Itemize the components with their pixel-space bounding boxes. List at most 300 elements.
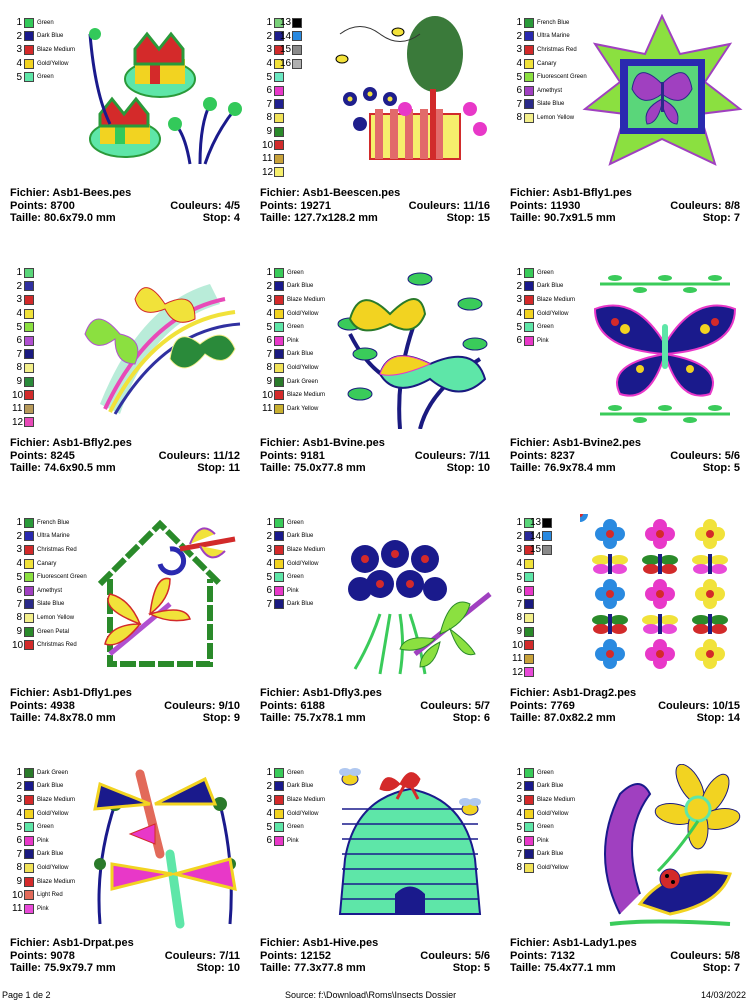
thread-number: 8: [516, 862, 522, 874]
design-info: [260, 687, 490, 725]
thread-label: Pink: [537, 337, 549, 344]
thread-color: [524, 849, 534, 859]
thread-label: Green: [537, 769, 554, 776]
thread-color: [274, 836, 284, 846]
thread-label: Dark Blue: [37, 33, 64, 40]
embroidery-preview: [580, 764, 745, 929]
thread-number: 5: [16, 821, 22, 833]
file-name: Asb1-Dfly1.pes: [52, 687, 132, 699]
thread-number: 1: [266, 267, 272, 279]
stop-label: Stop:: [197, 462, 226, 474]
thread-number: 6: [516, 585, 522, 597]
thread-label: Pink: [37, 905, 49, 912]
points-value: 9181: [300, 449, 325, 462]
thread-color: [524, 599, 534, 609]
thread-label: Gold/Yellow: [37, 810, 69, 817]
thread-label: Blaze Medium: [37, 46, 76, 53]
thread-label: Amethyst: [37, 587, 63, 594]
thread-color: [24, 31, 34, 41]
thread-label: Green: [287, 574, 304, 581]
thread-label: Gold/Yellow: [37, 60, 69, 67]
thread-color: [274, 809, 284, 819]
thread-color: [524, 322, 534, 332]
thread-swatch: [262, 766, 325, 780]
thread-swatch: [280, 30, 302, 44]
colors-value: 7/11: [469, 449, 490, 462]
thread-number: 2: [516, 530, 522, 542]
thread-label: Pink: [287, 587, 299, 594]
thread-swatch: [262, 375, 325, 389]
thread-swatch: [12, 902, 75, 916]
design-card: [250, 250, 500, 500]
thread-label: Christmas Red: [537, 46, 577, 53]
thread-number: 3: [266, 544, 272, 556]
colors-value: 10/15: [712, 699, 740, 712]
thread-swatch: [512, 861, 575, 875]
thread-swatch: [12, 807, 75, 821]
thread-color: [24, 531, 34, 541]
colors-value: 5/7: [474, 699, 490, 712]
thread-swatch: [12, 766, 75, 780]
thread-swatch: [512, 57, 587, 71]
stop-value: 10: [477, 462, 490, 474]
thread-color: [24, 559, 34, 569]
colors-label: Couleurs:: [670, 449, 722, 462]
thread-swatch: [12, 848, 75, 862]
thread-color: [24, 572, 34, 582]
thread-color: [274, 545, 284, 555]
thread-swatch: [512, 307, 575, 321]
thread-label: Dark Green: [37, 769, 69, 776]
design-info: [510, 937, 740, 975]
thread-swatch: [12, 557, 87, 571]
thread-swatch: [12, 388, 37, 402]
size-label: Taille:: [510, 712, 541, 724]
thread-label: Gold/Yellow: [287, 364, 319, 371]
thread-label: Blaze Medium: [537, 296, 576, 303]
colors-value: 7/11: [219, 949, 240, 962]
points-value: 19271: [300, 199, 331, 212]
thread-swatch: [512, 834, 575, 848]
thread-number: 6: [16, 835, 22, 847]
colors-label: Couleurs:: [420, 949, 472, 962]
size-label: Taille:: [260, 962, 291, 974]
thread-label: Dark Blue: [287, 533, 314, 540]
thread-swatch: [262, 388, 325, 402]
design-card: [0, 250, 250, 500]
colors-label: Couleurs:: [408, 199, 461, 212]
thread-swatch: [512, 820, 575, 834]
thread-swatch: [512, 807, 575, 821]
thread-list: [12, 766, 75, 916]
thread-number: 5: [266, 71, 272, 83]
size-label: Taille:: [260, 212, 291, 224]
thread-number: 2: [266, 530, 272, 542]
file-name: Asb1-Drag2.pes: [552, 687, 637, 699]
thread-color: [24, 640, 34, 650]
file-name: Asb1-Dfly3.pes: [302, 687, 382, 699]
thread-color: [24, 599, 34, 609]
size-value: 127.7x128.2 mm: [294, 212, 378, 224]
thread-color: [24, 809, 34, 819]
thread-label: Gold/Yellow: [537, 864, 569, 871]
points-label: Points:: [510, 699, 548, 712]
thread-swatch: [262, 598, 325, 612]
thread-swatch: [12, 530, 87, 544]
thread-color: [542, 531, 552, 541]
thread-number: 6: [266, 585, 272, 597]
thread-swatch: [12, 598, 87, 612]
thread-color: [274, 781, 284, 791]
thread-number: 7: [266, 348, 272, 360]
thread-number: 4: [516, 808, 522, 820]
thread-swatch: [12, 780, 75, 794]
thread-color: [524, 59, 534, 69]
thread-swatch: [12, 16, 75, 30]
thread-color: [274, 72, 284, 82]
thread-color: [524, 45, 534, 55]
points-value: 4938: [50, 699, 75, 712]
thread-number: 8: [16, 612, 22, 624]
embroidery-preview: [330, 514, 495, 679]
thread-number: 5: [16, 71, 22, 83]
thread-color: [524, 781, 534, 791]
thread-color: [274, 113, 284, 123]
thread-number: 4: [516, 308, 522, 320]
thread-number: 3: [16, 294, 22, 306]
file-name: Asb1-Bees.pes: [52, 187, 132, 199]
thread-label: Dark Blue: [537, 283, 564, 290]
thread-number: 5: [516, 71, 522, 83]
size-value: 77.3x77.8 mm: [294, 962, 366, 974]
thread-number: 5: [16, 321, 22, 333]
stop-value: 6: [483, 712, 490, 724]
thread-swatch: [512, 625, 537, 639]
thread-color: [524, 572, 534, 582]
thread-number: 9: [516, 626, 522, 638]
thread-color: [524, 113, 534, 123]
thread-number: 7: [516, 98, 522, 110]
thread-number: 9: [266, 126, 272, 138]
thread-label: Blaze Medium: [37, 878, 76, 885]
thread-label: Green: [287, 324, 304, 331]
thread-swatch: [262, 780, 325, 794]
thread-number: 8: [266, 112, 272, 124]
thread-swatch: [12, 625, 87, 639]
stop-value: 5: [483, 962, 490, 974]
points-label: Points:: [260, 949, 298, 962]
thread-swatch: [512, 793, 575, 807]
thread-color: [24, 268, 34, 278]
thread-swatch: [12, 266, 37, 280]
page-number: Page 1 de 2: [2, 990, 51, 1000]
thread-color: [24, 781, 34, 791]
thread-label: Gold/Yellow: [287, 810, 319, 817]
thread-color: [24, 322, 34, 332]
thread-number: 7: [266, 598, 272, 610]
points-label: Points:: [260, 199, 298, 212]
file-name: Asb1-Lady1.pes: [552, 937, 637, 949]
thread-color: [24, 309, 34, 319]
thread-color: [524, 654, 534, 664]
points-label: Points:: [10, 949, 48, 962]
thread-swatch: [280, 57, 302, 71]
thread-swatch: [12, 348, 37, 362]
design-info: [10, 437, 240, 475]
file-label: Fichier:: [510, 437, 550, 449]
points-label: Points:: [10, 199, 48, 212]
thread-color: [274, 309, 284, 319]
thread-color: [24, 613, 34, 623]
file-label: Fichier:: [510, 937, 550, 949]
thread-list: [262, 766, 325, 848]
thread-label: Dark Blue: [537, 851, 564, 858]
file-name: Asb1-Bvine.pes: [302, 437, 385, 449]
stop-label: Stop:: [452, 962, 481, 974]
stop-label: Stop:: [452, 712, 481, 724]
thread-list: [12, 16, 75, 84]
thread-color: [524, 627, 534, 637]
thread-label: Canary: [37, 560, 57, 567]
thread-color: [24, 349, 34, 359]
size-value: 75.9x79.7 mm: [44, 962, 116, 974]
thread-number: 5: [16, 571, 22, 583]
colors-value: 5/8: [724, 949, 740, 962]
stop-value: 7: [733, 212, 740, 224]
colors-value: 4/5: [224, 199, 240, 212]
file-name: Asb1-Bvine2.pes: [552, 437, 642, 449]
thread-label: Gold/Yellow: [37, 864, 69, 871]
thread-swatch: [512, 111, 587, 125]
thread-swatch: [262, 361, 325, 375]
file-label: Fichier:: [510, 187, 550, 199]
size-label: Taille:: [10, 962, 41, 974]
thread-number: 10: [262, 139, 274, 151]
stop-value: 7: [733, 962, 740, 974]
thread-swatch: [262, 348, 325, 362]
thread-swatch: [512, 280, 575, 294]
thread-swatch: [262, 152, 287, 166]
design-info: [10, 687, 240, 725]
thread-color: [24, 822, 34, 832]
thread-label: Gold/Yellow: [287, 310, 319, 317]
design-card: [250, 750, 500, 1000]
thread-swatch: [12, 611, 87, 625]
thread-swatch: [512, 43, 587, 57]
thread-color: [24, 59, 34, 69]
thread-color: [24, 849, 34, 859]
thread-number: 8: [266, 362, 272, 374]
thread-swatch: [262, 807, 325, 821]
thread-number: 9: [16, 876, 22, 888]
thread-label: Green: [37, 824, 54, 831]
thread-number: 10: [512, 639, 524, 651]
thread-swatch: [12, 638, 87, 652]
thread-swatch: [262, 70, 287, 84]
thread-label: French Blue: [537, 19, 570, 26]
thread-number: 15: [530, 544, 542, 556]
size-label: Taille:: [260, 462, 291, 474]
thread-label: Christmas Red: [37, 642, 77, 649]
thread-color: [524, 18, 534, 28]
thread-swatch: [12, 861, 75, 875]
embroidery-preview: [330, 264, 495, 429]
thread-color: [524, 99, 534, 109]
thread-label: Green: [287, 519, 304, 526]
thread-swatch: [12, 570, 87, 584]
file-name: Asb1-Beescen.pes: [302, 187, 401, 199]
thread-swatch: [12, 834, 75, 848]
colors-label: Couleurs:: [414, 449, 467, 462]
thread-swatch: [262, 320, 325, 334]
points-label: Points:: [260, 699, 298, 712]
thread-label: Blaze Medium: [287, 296, 326, 303]
thread-swatch: [12, 584, 87, 598]
thread-color: [24, 336, 34, 346]
thread-label: Blaze Medium: [37, 796, 76, 803]
thread-label: Lemon Yellow: [37, 614, 75, 621]
thread-label: Pink: [287, 837, 299, 844]
thread-number: 4: [16, 558, 22, 570]
points-value: 7769: [550, 699, 575, 712]
thread-number: 2: [16, 780, 22, 792]
thread-color: [524, 336, 534, 346]
colors-value: 11/12: [213, 449, 240, 462]
thread-number: 5: [516, 571, 522, 583]
thread-color: [274, 404, 284, 414]
thread-label: Amethyst: [537, 87, 563, 94]
thread-number: 9: [266, 376, 272, 388]
thread-color: [542, 545, 552, 555]
thread-number: 7: [266, 98, 272, 110]
thread-label: Light Red: [37, 892, 63, 899]
thread-swatch: [512, 334, 575, 348]
thread-number: 2: [16, 30, 22, 42]
thread-label: French Blue: [37, 519, 70, 526]
thread-swatch: [12, 402, 37, 416]
thread-number: 4: [266, 58, 272, 70]
thread-number: 3: [266, 44, 272, 56]
thread-number: 1: [16, 767, 22, 779]
design-card: [250, 0, 500, 250]
thread-number: 3: [266, 294, 272, 306]
thread-number: 10: [12, 889, 24, 901]
thread-swatch: [12, 30, 75, 44]
file-name: Asb1-Hive.pes: [302, 937, 379, 949]
thread-swatch: [262, 793, 325, 807]
thread-color: [24, 890, 34, 900]
thread-number: 6: [516, 835, 522, 847]
thread-number: 2: [266, 30, 272, 42]
file-name: Asb1-Drpat.pes: [52, 937, 134, 949]
thread-number: 1: [516, 17, 522, 29]
points-value: 8245: [50, 449, 75, 462]
thread-color: [524, 295, 534, 305]
thread-color: [524, 809, 534, 819]
thread-swatch: [262, 307, 325, 321]
design-card: [250, 500, 500, 750]
thread-label: Dark Blue: [287, 601, 314, 608]
thread-color: [24, 404, 34, 414]
thread-number: 4: [516, 558, 522, 570]
size-value: 75.7x78.1 mm: [294, 712, 366, 724]
thread-color: [274, 322, 284, 332]
size-value: 76.9x78.4 mm: [544, 462, 616, 474]
file-label: Fichier:: [260, 937, 300, 949]
thread-number: 7: [16, 848, 22, 860]
thread-swatch: [512, 666, 537, 680]
file-name: Asb1-Bfly1.pes: [552, 187, 632, 199]
thread-swatch: [280, 16, 302, 30]
thread-number: 2: [16, 280, 22, 292]
thread-number: 6: [16, 585, 22, 597]
points-value: 7132: [550, 949, 575, 962]
thread-number: 11: [512, 653, 523, 665]
thread-swatch: [512, 320, 575, 334]
colors-label: Couleurs:: [670, 199, 722, 212]
stop-label: Stop:: [446, 212, 475, 224]
thread-swatch: [262, 543, 325, 557]
thread-swatch: [262, 266, 325, 280]
embroidery-preview: [80, 764, 245, 929]
thread-number: 10: [262, 389, 274, 401]
thread-swatch: [12, 416, 37, 430]
thread-number: 2: [516, 30, 522, 42]
thread-number: 7: [16, 598, 22, 610]
thread-number: 3: [516, 44, 522, 56]
thread-color: [292, 18, 302, 28]
thread-swatch: [262, 557, 325, 571]
thread-list: [512, 766, 575, 875]
thread-number: 2: [266, 280, 272, 292]
thread-swatch: [512, 766, 575, 780]
thread-color: [274, 822, 284, 832]
thread-number: 7: [516, 848, 522, 860]
size-label: Taille:: [10, 462, 41, 474]
thread-number: 6: [516, 335, 522, 347]
points-label: Points:: [260, 449, 298, 462]
embroidery-preview: [580, 14, 745, 179]
thread-swatch: [262, 584, 325, 598]
thread-label: Green: [287, 769, 304, 776]
design-card: [500, 750, 750, 1000]
thread-swatch: [12, 70, 75, 84]
thread-list: [512, 266, 575, 348]
thread-number: 9: [16, 626, 22, 638]
thread-number: 4: [16, 58, 22, 70]
thread-number: 8: [16, 362, 22, 374]
thread-color: [24, 863, 34, 873]
thread-number: 1: [16, 17, 22, 29]
design-info: [10, 187, 240, 225]
thread-color: [274, 281, 284, 291]
thread-number: 1: [516, 767, 522, 779]
thread-color: [524, 795, 534, 805]
thread-number: 11: [12, 403, 23, 415]
thread-number: 4: [516, 58, 522, 70]
thread-number: 16: [280, 58, 292, 70]
thread-label: Ultra Marine: [537, 33, 570, 40]
size-label: Taille:: [510, 962, 541, 974]
thread-swatch: [262, 820, 325, 834]
thread-number: 3: [266, 794, 272, 806]
thread-label: Lemon Yellow: [537, 114, 575, 121]
thread-swatch: [12, 293, 37, 307]
design-card: [0, 500, 250, 750]
points-label: Points:: [10, 449, 48, 462]
thread-list: [12, 516, 87, 652]
thread-color: [24, 877, 34, 887]
